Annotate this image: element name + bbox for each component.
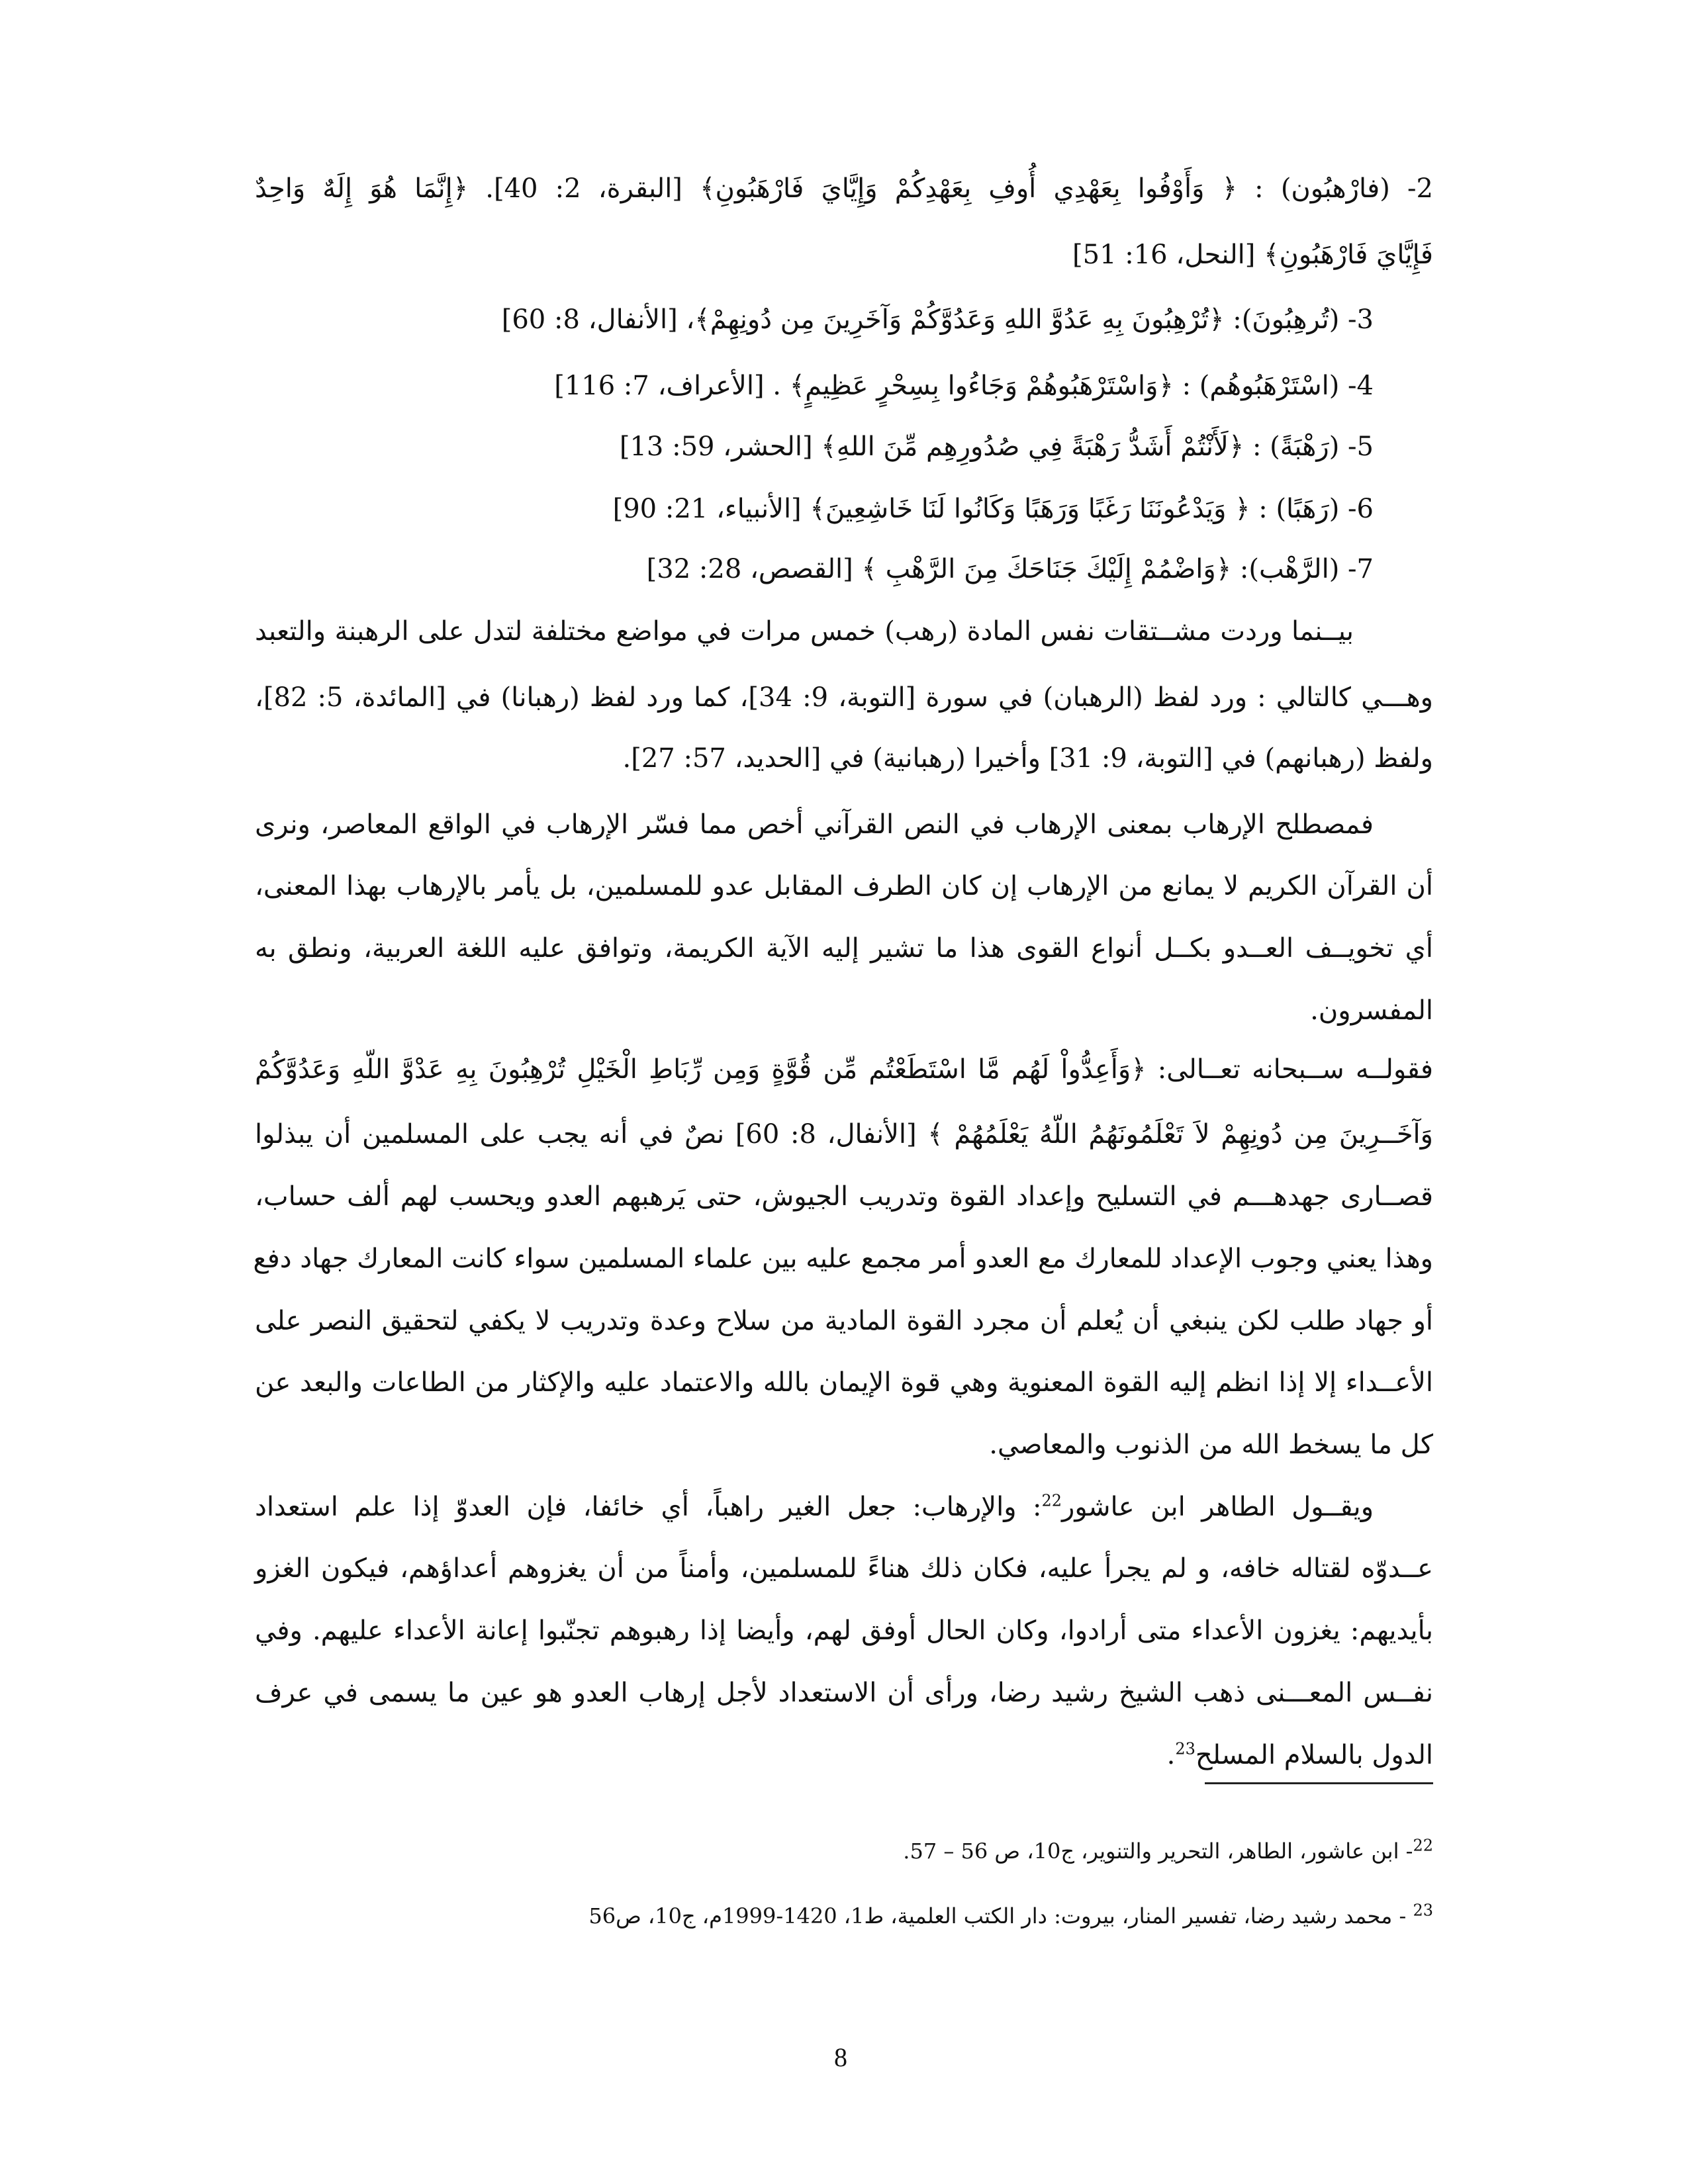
- list-item: 4- (اسْتَرْهَبُوهُم) : ﴿وَاسْتَرْهَبُوهُمْ وَجَاءُوا بِسِحْرٍ عَظِيمٍ﴾ . [الأعراف، 7: 116]: [554, 371, 1374, 401]
- text-line: نفــس المعـــنى ذهب الشيخ رشيد رضا، ورأى أن الاستعداد لأجل إرهاب العدو هو عين ما يسمى في عرف: [255, 1678, 1433, 1708]
- text-line: بأيديهم: يغزون الأعداء متى أرادوا، وكان الحال أوفق لهم، وأيضا إذا رهبوهم تجنّبوا إعانة الأعداء عليهم. وفي: [255, 1615, 1433, 1646]
- list-item: 5- (رَهْبَةً) : ﴿لَأَنْتُمْ أَشَدُّ رَهْبَةً فِي صُدُورِهِم مِّنَ اللهِ﴾ [الحشر، 59: 13]: [619, 432, 1374, 462]
- footnote-text: - ابن عاشور، الطاهر، التحرير والتنوير، ج10، ص 56 – 57.: [903, 1839, 1413, 1864]
- text-line: فمصطلح الإرهاب بمعنى الإرهاب في النص القرآني أخص مما فسّر الإرهاب في الواقع المعاصر، ونرى: [255, 809, 1374, 840]
- text: : والإرهاب: جعل الغير راهباً، أي خائفا، فإن العدوّ إذا علم استعداد: [255, 1492, 1042, 1522]
- text-line: وهذا يعني وجوب الإعداد للمعارك مع العدو أمر مجمع عليه بين علماء المسلمين سواء كانت المعارك جهاد دفع: [253, 1244, 1433, 1274]
- text-line: كل ما يسخط الله من الذنوب والمعاصي.: [989, 1430, 1433, 1460]
- text-line: [255, 1722, 1433, 1788]
- text-line: أي تخويــف العــدو بكــل أنواع القوى هذا ما تشير إليه الآية الكريمة، وتوافق عليه اللغة العربية، ونطق به: [255, 933, 1434, 964]
- text-line: عــدوّه لقتاله خافه، و لم يجرأ عليه، فكان ذلك هناءً للمسلمين، وأمناً من أن يغزوهم أعداؤهم، فيكون الغزو: [255, 1553, 1433, 1584]
- list-item-continuation: فَإِيَّايَ فَارْهَبُونِ﴾ [النحل، 16: 51]: [1072, 240, 1433, 270]
- text-line: [255, 1474, 1433, 1540]
- text-line: قصــارى جهدهـــم في التسليح وإعداد القوة وتدريب الجيوش، حتى يَرهبهم العدو ويحسب لهم ألف حساب،: [255, 1181, 1433, 1212]
- list-item: 3- (تُرهِبُونَ): ﴿تُرْهِبُونَ بِهِ عَدُوَّ اللهِ وَعَدُوَّكُمْ وَآخَرِينَ مِن دُونِهِمْ﴾، [الأنفال، 8: 60]: [501, 304, 1374, 335]
- text-line: أن القرآن الكريم لا يمانع من الإرهاب إن كان الطرف المقابل عدو للمسلمين، بل يأمر بالإرهاب بهذا المعنى،: [255, 871, 1433, 901]
- footnote-number: 22: [1413, 1836, 1433, 1855]
- text-line: فقولــه ســبحانه تعــالى: ﴿وَأَعِدُّواْ لَهُم مَّا اسْتَطَعْتُم مِّن قُوَّةٍ وَمِن رِّبَاطِ الْخَيْلِ تُرْهِبُونَ بِهِ عَدْوَّ اللّهِ وَعَدُوَّكُمْ: [255, 1054, 1433, 1085]
- footnote-divider: [1205, 1782, 1433, 1784]
- footnote-number: 23: [1413, 1901, 1433, 1920]
- list-item: 6- (رَهَبًا) : ﴿ وَيَدْعُونَنَا رَغَبًا وَرَهَبًا وَكَانُوا لَنَا خَاشِعِينَ﴾ [الأنبياء، 21: 90]: [612, 494, 1374, 524]
- text-line: وَآخَــرِينَ مِن دُونِهِمْ لاَ تَعْلَمُونَهُمُ اللّهُ يَعْلَمُهُمْ ﴾ [الأنفال، 8: 60] نصٌ في أنه يجب على المسلمين أن يبذلوا: [255, 1119, 1433, 1150]
- text: الدول بالسلام المسلح: [1195, 1740, 1433, 1770]
- footnote-ref[interactable]: 23: [1175, 1739, 1196, 1758]
- text-line: وهـــي كالتالي : ورد لفظ (الرهبان) في سورة [التوبة، 9: 34]، كما ورد لفظ (رهبانا) في [المائدة، 5: 82]،: [255, 682, 1433, 713]
- footnote: [255, 1896, 1433, 1936]
- footnote-text: - محمد رشيد رضا، تفسير المنار، بيروت: دار الكتب العلمية، ط1، 1420-1999م، ج10، ص56: [588, 1903, 1413, 1929]
- page-number: 8: [834, 2042, 847, 2072]
- text-line: الأعــداء إلا إذا انظم إليه القوة المعنوية وهي قوة الإيمان بالله والاعتماد عليه والإكثار من الطاعات والبعد عن: [255, 1367, 1434, 1398]
- text: ويقــول الطاهر ابن عاشور: [1062, 1492, 1374, 1522]
- list-item: 7- (الرَّهْب): ﴿وَاضْمُمْ إِلَيْكَ جَنَاحَكَ مِنَ الرَّهْبِ ﴾ [القصص، 28: 32]: [646, 554, 1374, 584]
- footnote-ref[interactable]: 22: [1041, 1491, 1062, 1510]
- list-item: 2- (فارْهبُون) : ﴿ وَأَوْفُوا بِعَهْدِي أُوفِ بِعَهْدِكُمْ وَإِيَّايَ فَارْهَبُونِ﴾ [البقرة، 2: 40]. ﴿إِنَّمَا هُوَ إِلَهٌ وَاحِدٌ: [255, 173, 1433, 204]
- text-line: ولفظ (رهبانهم) في [التوبة، 9: 31] وأخيرا (رهبانية) في [الحديد، 57: 27].: [622, 743, 1433, 774]
- text-line: أو جهاد طلب لكن ينبغي أن يُعلم أن مجرد القوة المادية من سلاح وعدة وتدريب لا يكفي لتحقيق النصر على: [255, 1306, 1433, 1336]
- text-line: بيــنما وردت مشــتقات نفس المادة (رهب) خمس مرات في مواضع مختلفة لتدل على الرهبنة والتعبد: [255, 616, 1354, 647]
- footnote: [255, 1831, 1433, 1871]
- text-line: المفسرون.: [1310, 995, 1433, 1026]
- text: .: [1166, 1740, 1176, 1770]
